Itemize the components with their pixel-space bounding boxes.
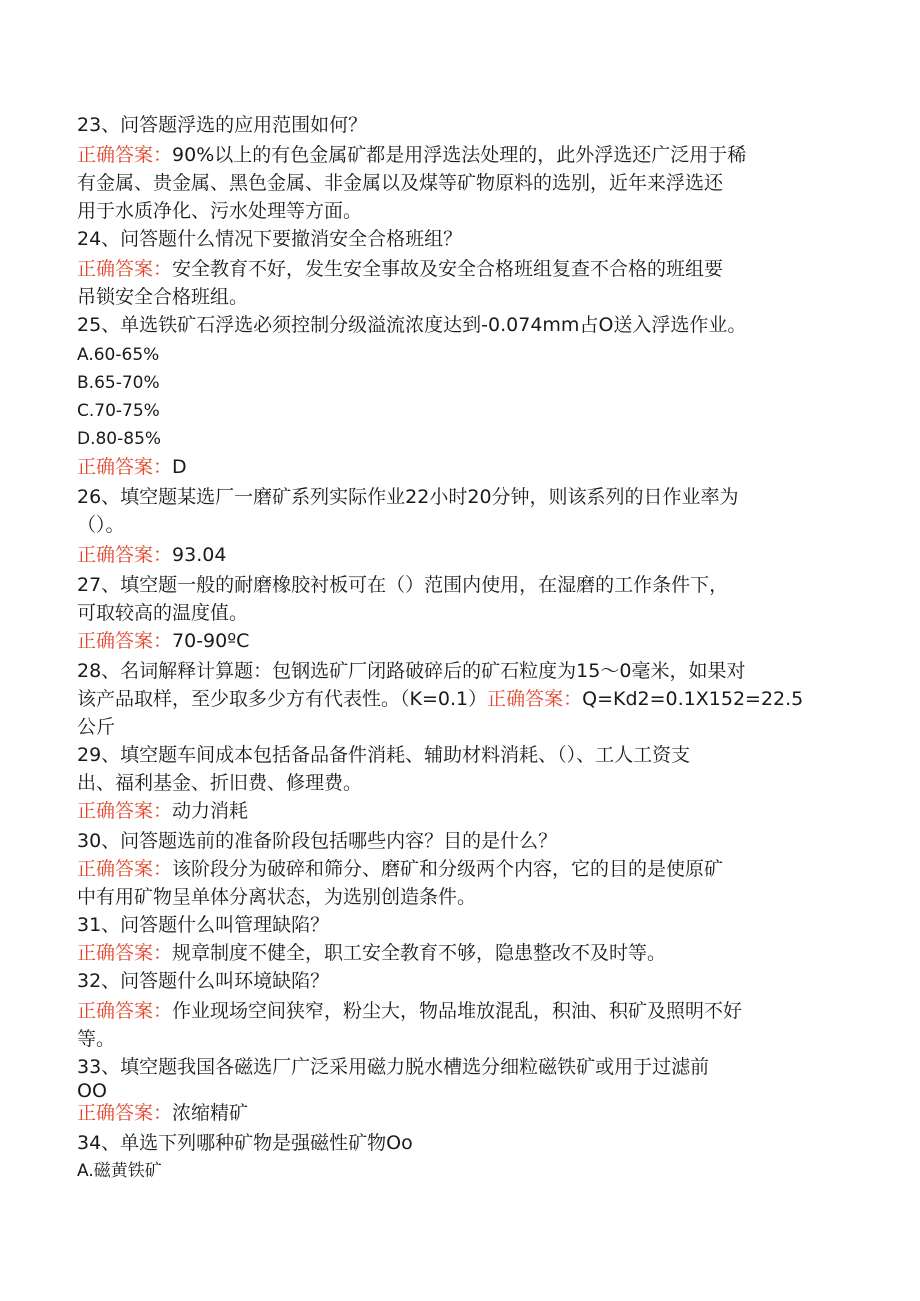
answer-27	[77, 627, 249, 655]
answer-25	[77, 453, 187, 481]
question-31: 31、问答题什么叫管理缺陷？	[77, 914, 330, 936]
answer-label: 正确答案：	[77, 942, 173, 964]
answer-text: 公斤	[77, 716, 116, 738]
answer-text: 该阶段分为破碎和筛分、磨矿和分级两个内容，它的目的是使原矿	[172, 858, 724, 880]
answer-label: 正确答案：	[77, 800, 173, 822]
answer-text: 吊锁安全合格班组。	[77, 286, 249, 308]
answer-text: 有金属、贵金属、黑色金属、非金属以及煤等矿物原料的选别，近年来浮选还	[77, 172, 724, 194]
answer-text: 中有用矿物呈单体分离状态，为选别创造条件。	[77, 886, 477, 908]
answer-24	[77, 255, 723, 283]
question-27: 27、填空题一般的耐磨橡胶衬板可在（）范围内使用，在湿磨的工作条件下，	[77, 574, 729, 596]
answer-label: 正确答案：	[487, 688, 583, 710]
answer-label: 正确答案：	[77, 456, 173, 478]
question-33-cont: OO	[77, 1080, 107, 1102]
answer-label: 正确答案：	[77, 258, 173, 280]
answer-text: 等。	[77, 1028, 116, 1050]
answer-text: D	[172, 456, 187, 478]
question-23: 23、问答题浮选的应用范围如何？	[77, 114, 368, 136]
question-28: 28、名词解释计算题：包钢选矿厂闭路破碎后的矿石粒度为15〜0毫米，如果对	[77, 660, 746, 682]
option-a: A.磁黄铁矿	[77, 1161, 162, 1181]
answer-text: 安全教育不好，发生安全事故及安全合格班组复查不合格的班组要	[172, 258, 724, 280]
question-26: 26、填空题某选厂一磨矿系列实际作业22小时20分钟，则该系列的日作业率为	[77, 486, 739, 508]
answer-text: 93.04	[172, 544, 227, 566]
answer-30	[77, 855, 723, 883]
answer-26	[77, 541, 226, 569]
question-30: 30、问答题选前的准备阶段包括哪些内容？目的是什么？	[77, 830, 558, 852]
question-27-cont: 可取较高的温度值。	[77, 602, 249, 624]
answer-label: 正确答案：	[77, 858, 173, 880]
option-c: C.70-75%	[77, 401, 160, 421]
question-24: 24、问答题什么情况下要撤消安全合格班组？	[77, 228, 463, 250]
question-34: 34、单选下列哪种矿物是强磁性矿物Oo	[77, 1132, 413, 1154]
answer-text: 作业现场空间狭窄，粉尘大，物品堆放混乱，积油、积矿及照明不好	[172, 1000, 743, 1022]
answer-29	[77, 797, 248, 825]
option-a: A.60-65%	[77, 345, 160, 365]
answer-text: 浓缩精矿	[172, 1102, 249, 1124]
question-29-cont: 出、福利基金、折旧费、修理费。	[77, 772, 363, 794]
answer-text: 用于水质净化、污水处理等方面。	[77, 200, 363, 222]
option-d: D.80-85%	[77, 429, 162, 449]
answer-label: 正确答案：	[77, 630, 173, 652]
answer-33	[77, 1099, 248, 1127]
question-32: 32、问答题什么叫环境缺陷？	[77, 970, 330, 992]
answer-label: 正确答案：	[77, 544, 173, 566]
answer-32	[77, 997, 742, 1025]
answer-text: 90%以上的有色金属矿都是用浮选法处理的，此外浮选还广泛用于稀	[172, 144, 747, 166]
answer-text: 70-90ºC	[172, 630, 250, 652]
question-28-cont	[77, 685, 803, 713]
answer-label: 正确答案：	[77, 144, 173, 166]
answer-label: 正确答案：	[77, 1000, 173, 1022]
answer-23	[77, 141, 746, 169]
answer-text: Q=Kd2=0.1X152=22.5	[582, 688, 804, 710]
question-29: 29、填空题车间成本包括备品备件消耗、辅助材料消耗、（）、工人工资支	[77, 744, 691, 766]
question-26-cont: （）。	[77, 514, 125, 536]
answer-text: 规章制度不健全，职工安全教育不够，隐患整改不及时等。	[172, 942, 667, 964]
question-33: 33、填空题我国各磁选厂广泛采用磁力脱水槽选分细粒磁铁矿或用于过滤前	[77, 1056, 710, 1078]
answer-31	[77, 939, 666, 967]
answer-label: 正确答案：	[77, 1102, 173, 1124]
question-text: 该产品取样，至少取多少方有代表性。（K=0.1）	[77, 688, 488, 710]
option-b: B.65-70%	[77, 373, 160, 393]
question-25: 25、单选铁矿石浮选必须控制分级溢流浓度达到-0.074mm占O送入浮选作业。	[77, 314, 747, 336]
answer-text: 动力消耗	[172, 800, 249, 822]
